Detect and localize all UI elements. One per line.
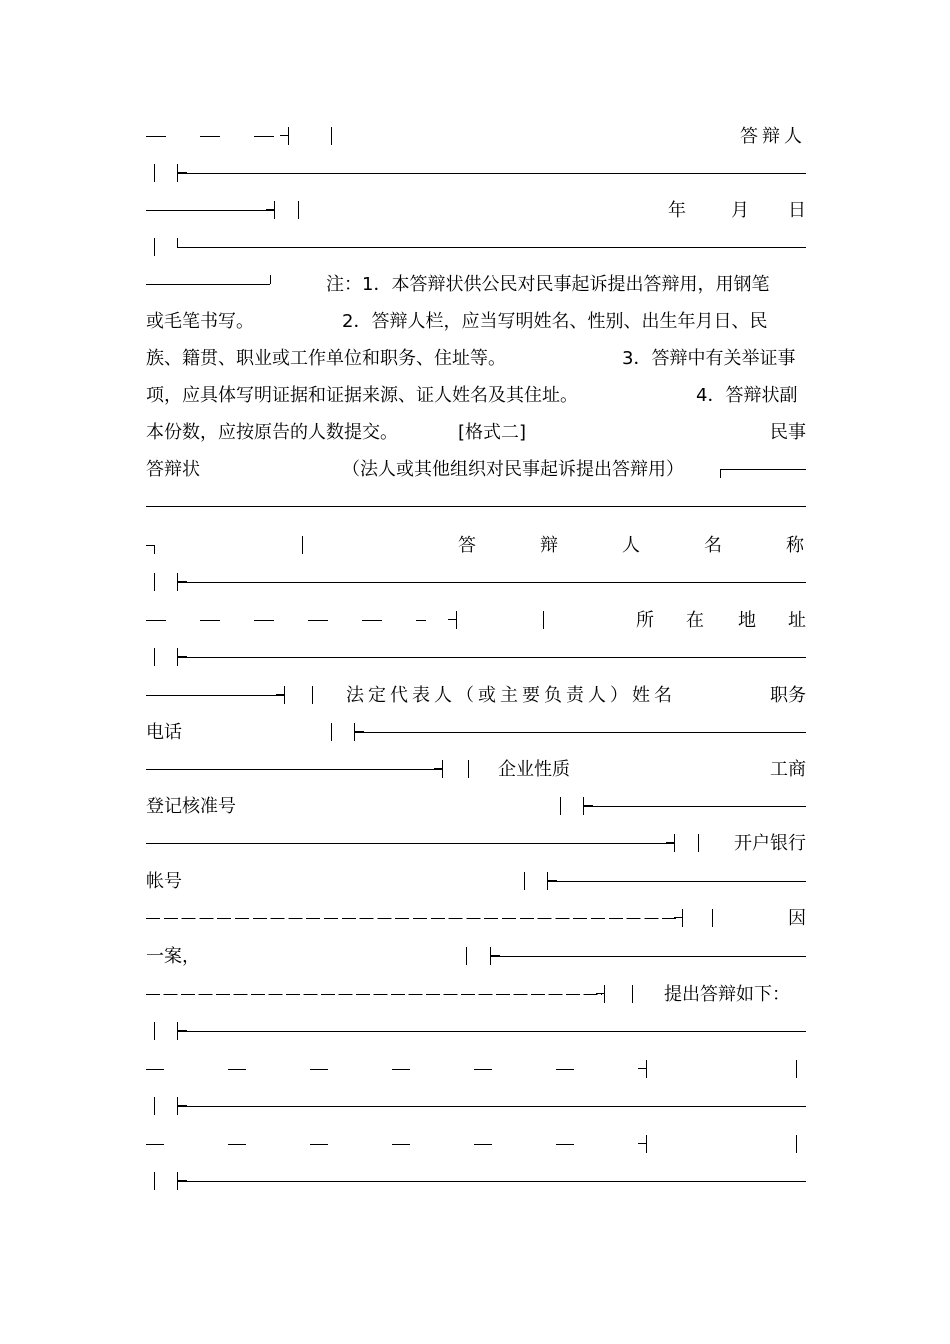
box-edge [604, 985, 605, 1003]
form-line [146, 938, 806, 975]
note-4: 4．答辩状副 [696, 385, 798, 406]
form-line [146, 303, 806, 340]
form-line [146, 118, 806, 155]
form-title-part2: 答辩状 [146, 459, 200, 480]
name-char-3: 人 [622, 535, 640, 556]
form-line [146, 377, 806, 414]
solid-rule [491, 956, 806, 957]
dashed-rule [146, 136, 286, 137]
box-edge [698, 834, 699, 852]
box-edge [712, 909, 713, 927]
form-line [146, 1088, 806, 1125]
bank-label: 开户银行 [734, 833, 806, 854]
box-edge [312, 686, 313, 704]
box-edge [331, 127, 332, 145]
dashed-rule [146, 994, 602, 995]
note-3-cont: 项，应具体写明证据和证据来源、证人姓名及其住址。 [146, 385, 578, 406]
box-edge [524, 872, 525, 890]
solid-rule [146, 284, 270, 285]
form-line [146, 451, 806, 488]
box-edge [796, 1135, 797, 1153]
form-line [146, 825, 806, 862]
name-char-5: 称 [786, 535, 804, 556]
phone-label: 电话 [146, 722, 182, 743]
name-char-1: 答 [458, 535, 476, 556]
box-edge [154, 573, 155, 591]
address-char-3: 地 [738, 610, 756, 631]
format-2-label: [格式二] [458, 422, 527, 443]
box-edge [466, 947, 467, 965]
form-line [146, 1126, 806, 1163]
form-line [146, 714, 806, 751]
solid-rule [355, 732, 806, 733]
box-edge [154, 164, 155, 182]
form-line [146, 677, 806, 714]
case-label-part2: 一案， [146, 946, 200, 967]
solid-rule [146, 769, 442, 770]
form-title-part1: 民事 [770, 422, 806, 443]
form-line [146, 751, 806, 788]
box-edge [154, 1172, 155, 1190]
account-label: 帐号 [146, 871, 182, 892]
box-edge [154, 238, 155, 256]
form-subtitle: （法人或其他组织对民事起诉提出答辩用） [342, 459, 684, 480]
reply-label: 提出答辩如下： [664, 984, 790, 1005]
form-line [146, 1013, 806, 1050]
box-edge [154, 545, 155, 554]
date-day: 日 [788, 200, 806, 221]
box-edge [154, 1022, 155, 1040]
solid-rule [178, 1031, 806, 1032]
box-edge [177, 238, 178, 247]
case-label-part1: 因 [788, 908, 806, 929]
solid-rule [146, 545, 154, 546]
form-line [146, 340, 806, 377]
box-edge [274, 201, 275, 219]
box-edge [154, 648, 155, 666]
box-edge [298, 201, 299, 219]
note-2: 2．答辩人栏，应当写明姓名、性别、出生年月日、民 [342, 311, 768, 332]
box-edge [632, 985, 633, 1003]
box-edge [796, 1060, 797, 1078]
solid-rule [548, 881, 806, 882]
box-edge [646, 1060, 647, 1078]
solid-rule [178, 1181, 806, 1182]
note-2-cont: 族、籍贯、职业或工作单位和职务、住址等。 [146, 348, 506, 369]
form-line [146, 266, 806, 303]
solid-rule [146, 506, 806, 507]
respondent-label: 答辩人 [740, 126, 806, 147]
form-line [146, 602, 806, 639]
dashed-rule [146, 1069, 586, 1070]
form-line [146, 1163, 806, 1200]
box-edge [456, 611, 457, 629]
solid-rule [178, 1106, 806, 1107]
note-4-cont: 本份数，应按原告的人数提交。 [146, 422, 398, 443]
registration-label-part2: 登记核准号 [146, 796, 236, 817]
note-3: 3．答辩中有关举证事 [622, 348, 796, 369]
box-edge [674, 834, 675, 852]
form-line [146, 788, 806, 825]
form-line [146, 900, 806, 937]
box-edge [154, 1097, 155, 1115]
note-1-cont: 或毛笔书写。 [146, 311, 254, 332]
solid-rule [178, 173, 806, 174]
solid-rule [584, 806, 806, 807]
form-line [146, 1051, 806, 1088]
solid-rule [146, 210, 274, 211]
note-1: 注：1．本答辩状供公民对民事起诉提出答辩用，用钢笔 [326, 274, 770, 295]
box-edge [442, 760, 443, 778]
form-line [146, 863, 806, 900]
form-line [146, 564, 806, 601]
solid-rule [178, 582, 806, 583]
solid-rule [146, 695, 284, 696]
dashed-rule [146, 1144, 586, 1145]
solid-rule [177, 247, 806, 248]
address-char-4: 址 [788, 610, 806, 631]
form-line [146, 488, 806, 525]
box-edge [284, 686, 285, 704]
form-line [146, 639, 806, 676]
registration-label-part1: 工商 [770, 759, 806, 780]
address-char-1: 所 [636, 610, 654, 631]
dashed-rule [146, 620, 426, 621]
box-edge [288, 127, 289, 145]
box-edge [543, 611, 544, 629]
date-year: 年 [668, 200, 686, 221]
dashed-rule [146, 918, 680, 919]
box-edge [646, 1135, 647, 1153]
box-edge [560, 797, 561, 815]
box-edge [720, 469, 721, 478]
box-edge [682, 909, 683, 927]
form-line [146, 229, 806, 266]
box-edge [302, 536, 303, 554]
form-line [146, 192, 806, 229]
form-line [146, 155, 806, 192]
form-line [146, 527, 806, 564]
solid-rule [720, 469, 806, 470]
box-edge [331, 723, 332, 741]
name-char-2: 辩 [540, 535, 558, 556]
box-edge [468, 760, 469, 778]
address-char-2: 在 [686, 610, 704, 631]
legal-rep-label: 法定代表人（或主要负责人）姓名 [346, 685, 676, 706]
solid-rule [146, 843, 674, 844]
form-line [146, 414, 806, 451]
nature-label: 企业性质 [498, 759, 570, 780]
box-edge [270, 275, 271, 284]
form-line [146, 976, 806, 1013]
name-char-4: 名 [704, 535, 722, 556]
date-month: 月 [731, 200, 749, 221]
position-label: 职务 [770, 685, 806, 706]
solid-rule [178, 657, 806, 658]
